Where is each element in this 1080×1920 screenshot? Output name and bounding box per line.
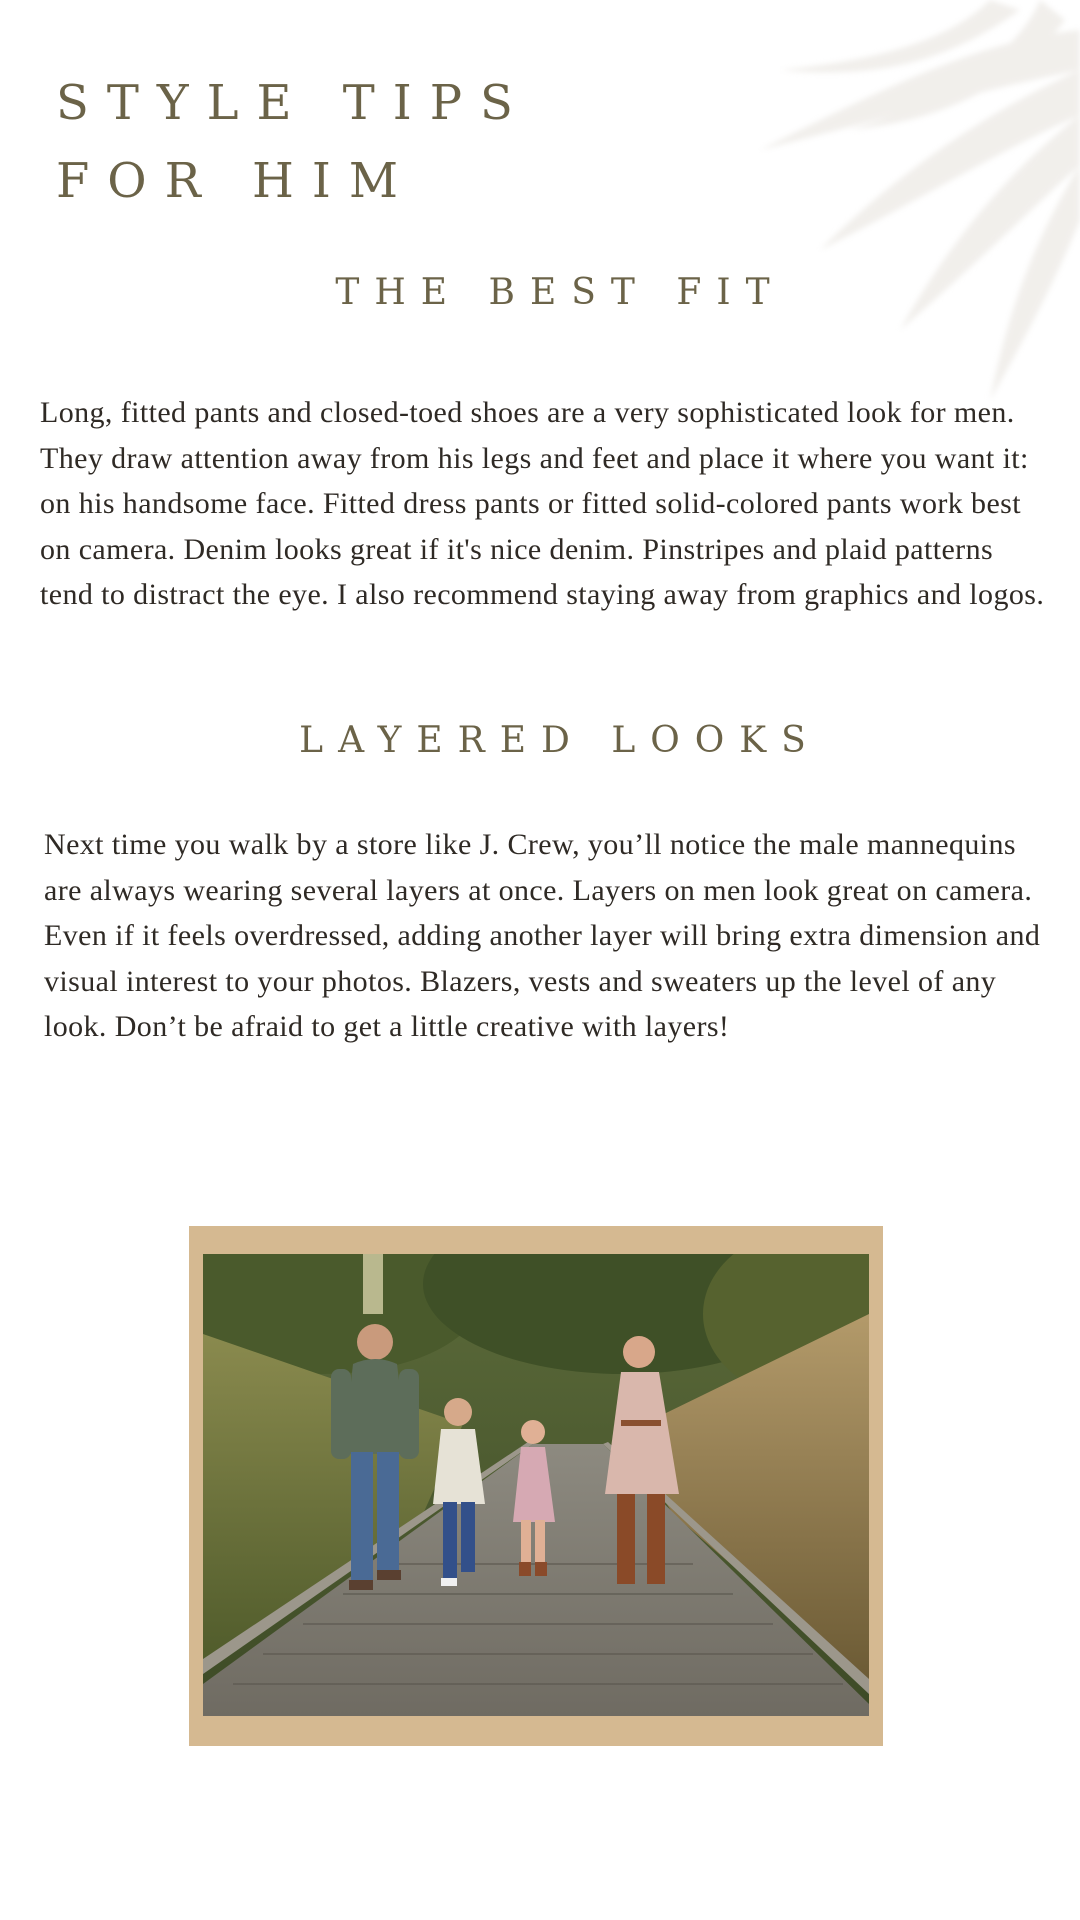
- family-photo: [203, 1254, 869, 1716]
- palm-leaf-shadow-icon: [520, 0, 1080, 420]
- photo-frame: [189, 1226, 883, 1746]
- page-title: [56, 64, 531, 220]
- section-heading-layered-looks: LAYERED LOOKS: [299, 720, 821, 761]
- page-title-line-1: STYLE TIPS: [56, 75, 531, 131]
- section-heading-best-fit: THE BEST FIT: [335, 272, 785, 313]
- page-title-line-2: FOR HIM: [56, 153, 417, 209]
- section-body-layered-looks: Next time you walk by a store like J. Crew, you’ll notice the male mannequins are always wearing several layers at once. Layers on men look great on camera. Even if it feels overdressed, adding another layer will bring extra dimension and visual interest to your photos. Blazers, vests and sweaters up the level of any look. Don’t be afraid to get a little creative with layers!: [44, 828, 1041, 1044]
- section-body-best-fit: Long, fitted pants and closed-toed shoes are a very sophisticated look for men. They draw attention away from his legs and feet and place it where you want it: on his handsome face. Fitted dress pants or fitted solid-colored pants work best on camera. Denim looks great if it's nice denim. Pinstripes and plaid patterns tend to distract the eye. I also recommend staying away from graphics and logos.: [40, 396, 1045, 612]
